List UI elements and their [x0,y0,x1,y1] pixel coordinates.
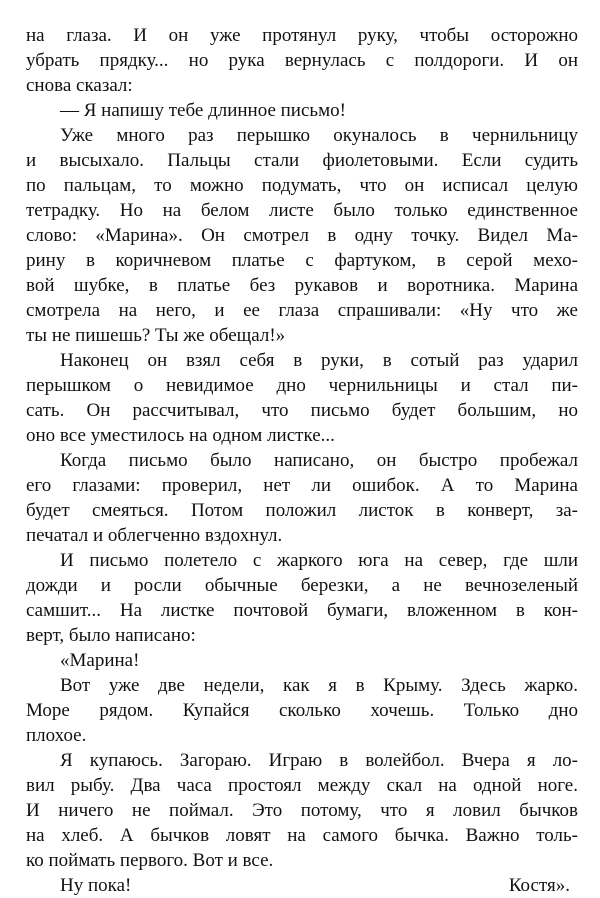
text-line: перышком о невидимое дно чернильницы и стал пи- [26,375,578,396]
text-line: на хлеб. А бычков ловят на самого бычка. Важно толь- [26,825,578,846]
text-line: «Марина! [60,650,140,671]
paragraph [26,673,578,748]
text-line: Море рядом. Купайся сколько хочешь. Только дно [26,700,578,721]
text-line: вой шубке, в платье без рукавов и воротника. Марина [26,275,578,296]
text-line: на глаза. И он уже протянул руку, чтобы осторожно [26,25,578,46]
text-line: И письмо полетело с жаркого юга на север, где шли [60,550,578,571]
paragraph [26,648,578,673]
text-line: убрать прядку... но рука вернулась с полдороги. И он [26,50,578,71]
closing-text: Ну пока! [60,875,132,896]
text-line: Уже много раз перышко окуналось в чернильницу [60,125,578,146]
paragraph [26,123,578,348]
text-line: ко поймать первого. Вот и все. [26,850,274,871]
text-line: Когда письмо было написано, он быстро пробежал [60,450,578,471]
text-line: — Я напишу тебе длинное письмо! [60,100,346,121]
text-line: Наконец он взял себя в руки, в сотый раз ударил [60,350,578,371]
paragraph [26,748,578,873]
text-line: Я купаюсь. Загораю. Играю в волейбол. Вчера я ло- [60,750,578,771]
paragraph [26,548,578,648]
text-line: вил рыбу. Два часа простоял между скал на одной ноге. [26,775,578,796]
signature: Костя». [508,875,570,896]
text-line: плохое. [26,725,87,746]
text-line: оно все уместилось на одном листке... [26,425,335,446]
text-line: самшит... На листке почтовой бумаги, вложенном в кон- [26,600,578,621]
text-line: слово: «Марина». Он смотрел в одну точку. Видел Ма- [26,225,578,246]
text-line: И ничего не поймал. Это потому, что я ловил бычков [26,800,578,821]
text-line: печатал и облегченно вздохнул. [26,525,283,546]
text-line: по пальцам, то можно подумать, что он исписал целую [26,175,578,196]
text-line: сать. Он рассчитывал, что письмо будет большим, но [26,400,578,421]
text-line: снова сказал: [26,75,133,96]
text-line: верт, было написано: [26,625,196,646]
paragraph [26,448,578,548]
text-line: рину в коричневом платье с фартуком, в серой мехо- [26,250,578,271]
paragraph [26,348,578,448]
text-line: будет смеяться. Потом положил листок в конверт, за- [26,500,578,521]
page-text [26,23,578,898]
paragraph [26,98,578,123]
text-line: Вот уже две недели, как я в Крыму. Здесь жарко. [60,675,578,696]
paragraph [26,23,578,98]
text-line: смотрела на него, и ее глаза спрашивали: «Ну что же [26,300,578,321]
text-line: ты не пишешь? Ты же обещал!» [26,325,286,346]
text-line: дожди и росли обычные березки, а не вечнозеленый [26,575,578,596]
text-line: тетрадку. Но на белом листе было только единственное [26,200,578,221]
closing-line [26,873,578,898]
text-line: его глазами: проверил, нет ли ошибок. А то Марина [26,475,578,496]
text-line: и высыхало. Пальцы стали фиолетовыми. Если судить [26,150,578,171]
